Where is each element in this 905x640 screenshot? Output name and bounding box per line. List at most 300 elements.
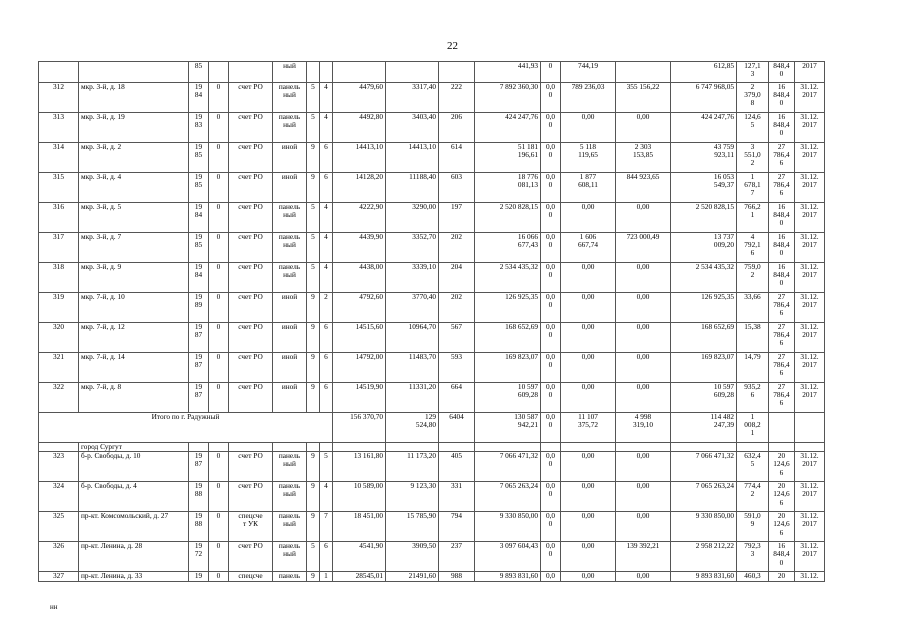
completion-date-cell: 31.12. 2017 xyxy=(795,293,825,323)
total-cost-cell: 7 892 360,30 xyxy=(475,83,541,113)
floors-cell: 9 xyxy=(307,383,320,413)
total-area-cell: 4222,90 xyxy=(333,203,386,233)
limit-cost-cell: 16 848,4 0 xyxy=(769,263,795,293)
limit-cost-cell: 16 848,4 0 xyxy=(769,113,795,143)
account-type-cell: счет РО xyxy=(229,383,273,413)
page-number: 22 xyxy=(447,40,458,52)
flag-cell: 0 xyxy=(209,143,229,173)
living-area-total-cell: 129 524,80 xyxy=(386,413,439,443)
account-type-cell: счет РО xyxy=(229,263,273,293)
table-row xyxy=(39,233,825,263)
commission-year-cell: 19 84 xyxy=(189,203,209,233)
account-type-cell: счет РО xyxy=(229,353,273,383)
flag-cell: 0 xyxy=(209,233,229,263)
table-row xyxy=(39,452,825,482)
wall-material-cell: иной xyxy=(273,323,307,353)
row-number-cell: 313 xyxy=(39,113,79,143)
flag-cell: 0 xyxy=(209,323,229,353)
table-row xyxy=(39,512,825,542)
cost-per-sqm-cell: 935,2 6 xyxy=(737,383,769,413)
section-empty-cell xyxy=(616,443,671,452)
commission-year-cell: 19 87 xyxy=(189,353,209,383)
cost-regional-cell: 0,00 xyxy=(561,512,616,542)
floors-cell: 5 xyxy=(307,263,320,293)
account-type-cell: счет РО xyxy=(229,233,273,263)
wall-material-cell: иной xyxy=(273,293,307,323)
section-empty-cell xyxy=(769,443,795,452)
row-number-cell xyxy=(39,62,79,83)
limit-cost-cell: 16 848,4 0 xyxy=(769,83,795,113)
cost-per-sqm-cell: 632,4 5 xyxy=(737,452,769,482)
cost-federal-cell: 0,0 0 xyxy=(541,383,561,413)
address-cell: пр-кт. Ленина, д. 33 xyxy=(79,572,189,582)
total-cost-cell: 441,93 xyxy=(475,62,541,83)
total-cost-cell: 126 925,35 xyxy=(475,293,541,323)
table-row xyxy=(39,482,825,512)
cost-owners-cell: 2 534 435,32 xyxy=(671,263,737,293)
total-area-cell: 10 589,00 xyxy=(333,482,386,512)
limit-cost-cell: 16 848,4 0 xyxy=(769,203,795,233)
cost-owners-cell: 612,85 xyxy=(671,62,737,83)
residents-cell: 202 xyxy=(439,293,475,323)
cost-regional-cell: 0,00 xyxy=(561,323,616,353)
total-cost-cell: 10 597 609,28 xyxy=(475,383,541,413)
total-area-cell: 14519,90 xyxy=(333,383,386,413)
living-area-cell: 11331,20 xyxy=(386,383,439,413)
completion-date-cell: 31.12. 2017 xyxy=(795,113,825,143)
cost-owners-cell: 168 652,69 xyxy=(671,323,737,353)
commission-year-cell: 19 85 xyxy=(189,143,209,173)
flag-cell: 0 xyxy=(209,173,229,203)
living-area-cell: 11483,70 xyxy=(386,353,439,383)
entrances-cell: 6 xyxy=(320,353,333,383)
residents-total-cell: 6404 xyxy=(439,413,475,443)
limit-cost-cell: 27 786,4 6 xyxy=(769,383,795,413)
completion-date-cell: 31.12. 2017 xyxy=(795,143,825,173)
total-area-cell: 14413,10 xyxy=(333,143,386,173)
residents-cell: 664 xyxy=(439,383,475,413)
cost-per-sqm-cell: 460,3 xyxy=(737,572,769,582)
cost-federal-cell: 0,0 0 xyxy=(541,542,561,572)
living-area-cell: 11 173,20 xyxy=(386,452,439,482)
cost-regional-cell: 0,00 xyxy=(561,353,616,383)
cost-owners-cell: 2 958 212,22 xyxy=(671,542,737,572)
floors-cell: 9 xyxy=(307,293,320,323)
cost-federal-cell: 0,0 0 xyxy=(541,173,561,203)
floors-cell: 5 xyxy=(307,542,320,572)
flag-cell: 0 xyxy=(209,113,229,143)
living-area-cell: 3352,70 xyxy=(386,233,439,263)
residents-cell: 331 xyxy=(439,482,475,512)
address-cell: пр-кт. Ленина, д. 28 xyxy=(79,542,189,572)
living-area-cell: 3290,00 xyxy=(386,203,439,233)
cost-regional-cell: 744,19 xyxy=(561,62,616,83)
floors-cell: 5 xyxy=(307,113,320,143)
residents-cell: 567 xyxy=(439,323,475,353)
cost-per-sqm-cell: 774,4 2 xyxy=(737,482,769,512)
account-type-cell: счет РО xyxy=(229,293,273,323)
cost-per-sqm-cell: 766,2 1 xyxy=(737,203,769,233)
section-empty-cell xyxy=(333,443,386,452)
row-number-cell: 318 xyxy=(39,263,79,293)
table-row xyxy=(39,353,825,383)
section-empty-cell xyxy=(439,443,475,452)
residents-cell: 204 xyxy=(439,263,475,293)
flag-cell: 0 xyxy=(209,383,229,413)
cost-owners-total-cell: 114 482 247,39 xyxy=(671,413,737,443)
address-cell: мкр. 3-й, д. 9 xyxy=(79,263,189,293)
cost-regional-cell: 0,00 xyxy=(561,572,616,582)
completion-date-cell: 31.12. 2017 xyxy=(795,233,825,263)
completion-date-cell: 31.12. 2017 xyxy=(795,173,825,203)
total-cost-cell: 7 065 263,24 xyxy=(475,482,541,512)
living-area-cell: 9 123,30 xyxy=(386,482,439,512)
table-row xyxy=(39,263,825,293)
cost-regional-cell: 0,00 xyxy=(561,113,616,143)
entrances-cell: 4 xyxy=(320,263,333,293)
living-area-cell: 15 785,90 xyxy=(386,512,439,542)
flag-cell: 0 xyxy=(209,512,229,542)
total-cost-cell: 168 652,69 xyxy=(475,323,541,353)
row-number-cell: 317 xyxy=(39,233,79,263)
cost-owners-cell: 7 065 263,24 xyxy=(671,482,737,512)
total-area-cell: 18 451,00 xyxy=(333,512,386,542)
cost-regional-cell: 0,00 xyxy=(561,482,616,512)
completion-date-cell: 31.12. 2017 xyxy=(795,353,825,383)
table-row xyxy=(39,113,825,143)
cost-owners-cell: 9 330 850,00 xyxy=(671,512,737,542)
cost-municipal-cell: 139 392,21 xyxy=(616,542,671,572)
cost-owners-cell: 169 823,07 xyxy=(671,353,737,383)
floors-cell: 9 xyxy=(307,323,320,353)
entrances-cell: 4 xyxy=(320,83,333,113)
table-row xyxy=(39,383,825,413)
floors-cell: 9 xyxy=(307,143,320,173)
cost-owners-cell: 43 759 923,11 xyxy=(671,143,737,173)
table-row xyxy=(39,293,825,323)
total-area-cell: 14792,00 xyxy=(333,353,386,383)
account-type-cell: счет РО xyxy=(229,203,273,233)
wall-material-cell: панель ный xyxy=(273,452,307,482)
cost-municipal-cell: 2 303 153,85 xyxy=(616,143,671,173)
row-number-cell: 314 xyxy=(39,143,79,173)
section-empty-cell xyxy=(475,443,541,452)
total-cost-cell: 7 066 471,32 xyxy=(475,452,541,482)
row-number-cell: 327 xyxy=(39,572,79,582)
cost-owners-cell: 424 247,76 xyxy=(671,113,737,143)
completion-date-cell: 31.12. 2017 xyxy=(795,203,825,233)
flag-cell: 0 xyxy=(209,542,229,572)
floors-cell: 9 xyxy=(307,452,320,482)
section-empty-cell xyxy=(209,443,229,452)
cost-owners-cell: 13 737 009,20 xyxy=(671,233,737,263)
completion-date-cell: 31.12. 2017 xyxy=(795,452,825,482)
floors-cell: 5 xyxy=(307,233,320,263)
cost-regional-total-cell: 11 107 375,72 xyxy=(561,413,616,443)
commission-year-cell: 85 xyxy=(189,62,209,83)
limit-cost-total-cell xyxy=(769,413,795,443)
cost-regional-cell: 0,00 xyxy=(561,293,616,323)
living-area-cell: 21491,60 xyxy=(386,572,439,582)
cost-municipal-cell: 0,00 xyxy=(616,572,671,582)
total-cost-cell: 9 330 850,00 xyxy=(475,512,541,542)
account-type-cell: спецсче xyxy=(229,572,273,582)
commission-year-cell: 19 83 xyxy=(189,113,209,143)
living-area-cell xyxy=(386,62,439,83)
completion-date-cell: 2017 xyxy=(795,62,825,83)
table-row xyxy=(39,173,825,203)
row-number-cell: 321 xyxy=(39,353,79,383)
living-area-cell: 3770,40 xyxy=(386,293,439,323)
table-row xyxy=(39,62,825,83)
completion-date-cell: 31.12. 2017 xyxy=(795,323,825,353)
total-area-cell: 4541,90 xyxy=(333,542,386,572)
total-row xyxy=(39,413,825,443)
residents-cell: 206 xyxy=(439,113,475,143)
flag-cell: 0 xyxy=(209,353,229,383)
cost-municipal-cell: 844 923,65 xyxy=(616,173,671,203)
cost-owners-cell: 2 520 828,15 xyxy=(671,203,737,233)
section-empty-cell xyxy=(273,443,307,452)
floors-cell: 9 xyxy=(307,173,320,203)
total-cost-cell: 424 247,76 xyxy=(475,113,541,143)
row-number-cell: 312 xyxy=(39,83,79,113)
entrances-cell: 2 xyxy=(320,293,333,323)
cost-municipal-cell xyxy=(616,62,671,83)
floors-cell: 5 xyxy=(307,203,320,233)
entrances-cell: 5 xyxy=(320,452,333,482)
address-cell: б-р. Свободы, д. 10 xyxy=(79,452,189,482)
address-cell: б-р. Свободы, д. 4 xyxy=(79,482,189,512)
cost-regional-cell: 1 877 608,11 xyxy=(561,173,616,203)
living-area-cell: 3403,40 xyxy=(386,113,439,143)
address-cell xyxy=(79,62,189,83)
cost-per-sqm-cell: 124,6 5 xyxy=(737,113,769,143)
table-row xyxy=(39,542,825,572)
cost-owners-cell: 7 066 471,32 xyxy=(671,452,737,482)
flag-cell xyxy=(209,62,229,83)
cost-per-sqm-cell: 4 792,1 6 xyxy=(737,233,769,263)
account-type-cell xyxy=(229,62,273,83)
total-area-cell: 4492,80 xyxy=(333,113,386,143)
floors-cell xyxy=(307,62,320,83)
completion-date-cell: 31.12. xyxy=(795,572,825,582)
entrances-cell: 4 xyxy=(320,482,333,512)
cost-regional-cell: 0,00 xyxy=(561,383,616,413)
total-area-cell: 4439,90 xyxy=(333,233,386,263)
total-area-cell: 4479,60 xyxy=(333,83,386,113)
floors-cell: 9 xyxy=(307,353,320,383)
wall-material-cell: панель ный xyxy=(273,113,307,143)
entrances-cell: 6 xyxy=(320,542,333,572)
cost-municipal-cell: 0,00 xyxy=(616,113,671,143)
cost-federal-cell: 0 xyxy=(541,62,561,83)
cost-municipal-cell: 0,00 xyxy=(616,323,671,353)
address-cell: мкр. 7-й, д. 8 xyxy=(79,383,189,413)
cost-federal-cell: 0,0 0 xyxy=(541,293,561,323)
table-row xyxy=(39,572,825,582)
address-cell: мкр. 3-й, д. 18 xyxy=(79,83,189,113)
total-area-cell: 4792,60 xyxy=(333,293,386,323)
total-area-cell: 13 161,80 xyxy=(333,452,386,482)
total-cost-cell: 2 520 828,15 xyxy=(475,203,541,233)
cost-municipal-cell: 0,00 xyxy=(616,512,671,542)
residents-cell xyxy=(439,62,475,83)
section-empty-cell xyxy=(307,443,320,452)
total-cost-cell: 2 534 435,32 xyxy=(475,263,541,293)
account-type-cell: счет РО xyxy=(229,323,273,353)
wall-material-cell: иной xyxy=(273,383,307,413)
residents-cell: 405 xyxy=(439,452,475,482)
entrances-cell: 6 xyxy=(320,173,333,203)
completion-date-cell: 31.12. 2017 xyxy=(795,263,825,293)
total-area-total-cell: 156 370,70 xyxy=(333,413,386,443)
total-area-cell: 4438,00 xyxy=(333,263,386,293)
limit-cost-cell: 20 124,6 6 xyxy=(769,452,795,482)
commission-year-cell: 19 88 xyxy=(189,482,209,512)
flag-cell: 0 xyxy=(209,293,229,323)
cost-per-sqm-cell: 3 551,0 2 xyxy=(737,143,769,173)
total-cost-cell: 9 893 831,60 xyxy=(475,572,541,582)
entrances-cell xyxy=(320,62,333,83)
commission-year-cell: 19 xyxy=(189,572,209,582)
footer-mark: нн xyxy=(50,603,58,611)
flag-cell: 0 xyxy=(209,83,229,113)
cost-per-sqm-cell: 1 678,1 7 xyxy=(737,173,769,203)
living-area-cell: 11188,40 xyxy=(386,173,439,203)
limit-cost-cell: 27 786,4 6 xyxy=(769,143,795,173)
cost-regional-cell: 0,00 xyxy=(561,542,616,572)
cost-per-sqm-total-cell: 1 008,2 1 xyxy=(737,413,769,443)
row-number-cell: 320 xyxy=(39,323,79,353)
residents-cell: 222 xyxy=(439,83,475,113)
cost-federal-cell: 0,0 xyxy=(541,572,561,582)
flag-cell: 0 xyxy=(209,263,229,293)
cost-per-sqm-cell: 15,38 xyxy=(737,323,769,353)
limit-cost-cell: 20 124,6 6 xyxy=(769,512,795,542)
completion-date-total-cell xyxy=(795,413,825,443)
section-empty-cell xyxy=(541,443,561,452)
wall-material-cell: панель ный xyxy=(273,83,307,113)
living-area-cell: 3317,40 xyxy=(386,83,439,113)
address-cell: мкр. 3-й, д. 2 xyxy=(79,143,189,173)
wall-material-cell: панель ный xyxy=(273,203,307,233)
living-area-cell: 3339,10 xyxy=(386,263,439,293)
commission-year-cell: 19 87 xyxy=(189,383,209,413)
floors-cell: 9 xyxy=(307,572,320,582)
section-spacer xyxy=(39,443,79,452)
section-empty-cell xyxy=(320,443,333,452)
address-cell: мкр. 7-й, д. 10 xyxy=(79,293,189,323)
cost-municipal-cell: 355 156,22 xyxy=(616,83,671,113)
cost-municipal-cell: 0,00 xyxy=(616,482,671,512)
cost-owners-cell: 10 597 609,28 xyxy=(671,383,737,413)
table-row xyxy=(39,143,825,173)
limit-cost-cell: 27 786,4 6 xyxy=(769,323,795,353)
section-row xyxy=(39,443,825,452)
address-cell: мкр. 3-й, д. 5 xyxy=(79,203,189,233)
address-cell: мкр. 3-й, д. 7 xyxy=(79,233,189,263)
commission-year-cell: 19 84 xyxy=(189,83,209,113)
account-type-cell: счет РО xyxy=(229,542,273,572)
residents-cell: 603 xyxy=(439,173,475,203)
cost-federal-cell: 0,0 0 xyxy=(541,113,561,143)
cost-federal-cell: 0,0 0 xyxy=(541,452,561,482)
limit-cost-cell: 16 848,4 0 xyxy=(769,233,795,263)
section-empty-cell xyxy=(795,443,825,452)
wall-material-cell: панель ный xyxy=(273,482,307,512)
cost-federal-cell: 0,0 0 xyxy=(541,233,561,263)
commission-year-cell: 19 89 xyxy=(189,293,209,323)
account-type-cell: счет РО xyxy=(229,452,273,482)
cost-per-sqm-cell: 14,79 xyxy=(737,353,769,383)
commission-year-cell: 19 84 xyxy=(189,263,209,293)
commission-year-cell: 19 88 xyxy=(189,512,209,542)
total-label: Итого по г. Радужный xyxy=(39,413,333,443)
cost-municipal-cell: 0,00 xyxy=(616,263,671,293)
wall-material-cell: панель ный xyxy=(273,542,307,572)
completion-date-cell: 31.12. 2017 xyxy=(795,482,825,512)
total-cost-total-cell: 130 587 942,21 xyxy=(475,413,541,443)
cost-municipal-cell: 0,00 xyxy=(616,293,671,323)
section-empty-cell xyxy=(561,443,616,452)
commission-year-cell: 19 72 xyxy=(189,542,209,572)
entrances-cell: 4 xyxy=(320,203,333,233)
address-cell: мкр. 7-й, д. 14 xyxy=(79,353,189,383)
section-label: город Сургут xyxy=(79,443,189,452)
cost-federal-cell: 0,0 0 xyxy=(541,203,561,233)
row-number-cell: 324 xyxy=(39,482,79,512)
commission-year-cell: 19 87 xyxy=(189,452,209,482)
cost-municipal-cell: 723 000,49 xyxy=(616,233,671,263)
entrances-cell: 1 xyxy=(320,572,333,582)
cost-per-sqm-cell: 792,3 3 xyxy=(737,542,769,572)
wall-material-cell: панель xyxy=(273,572,307,582)
cost-per-sqm-cell: 2 379,0 8 xyxy=(737,83,769,113)
completion-date-cell: 31.12. 2017 xyxy=(795,83,825,113)
cost-owners-cell: 16 053 549,37 xyxy=(671,173,737,203)
account-type-cell: счет РО xyxy=(229,83,273,113)
completion-date-cell: 31.12. 2017 xyxy=(795,383,825,413)
completion-date-cell: 31.12. 2017 xyxy=(795,542,825,572)
floors-cell: 9 xyxy=(307,512,320,542)
wall-material-cell: иной xyxy=(273,173,307,203)
register-table xyxy=(38,61,825,582)
wall-material-cell: ный xyxy=(273,62,307,83)
entrances-cell: 6 xyxy=(320,383,333,413)
total-area-cell: 14128,20 xyxy=(333,173,386,203)
cost-federal-cell: 0,0 0 xyxy=(541,263,561,293)
residents-cell: 202 xyxy=(439,233,475,263)
table-row xyxy=(39,203,825,233)
cost-federal-total-cell: 0,0 0 xyxy=(541,413,561,443)
limit-cost-cell: 20 xyxy=(769,572,795,582)
entrances-cell: 4 xyxy=(320,233,333,263)
total-cost-cell: 51 181 196,61 xyxy=(475,143,541,173)
limit-cost-cell: 16 848,4 0 xyxy=(769,542,795,572)
account-type-cell: счет РО xyxy=(229,173,273,203)
cost-owners-cell: 126 925,35 xyxy=(671,293,737,323)
entrances-cell: 6 xyxy=(320,143,333,173)
cost-per-sqm-cell: 127,1 3 xyxy=(737,62,769,83)
address-cell: мкр. 3-й, д. 4 xyxy=(79,173,189,203)
section-empty-cell xyxy=(229,443,273,452)
account-type-cell: счет РО xyxy=(229,482,273,512)
limit-cost-cell: 27 786,4 6 xyxy=(769,353,795,383)
cost-federal-cell: 0,0 0 xyxy=(541,482,561,512)
address-cell: пр-кт. Комсомольский, д. 27 xyxy=(79,512,189,542)
wall-material-cell: панель ный xyxy=(273,263,307,293)
